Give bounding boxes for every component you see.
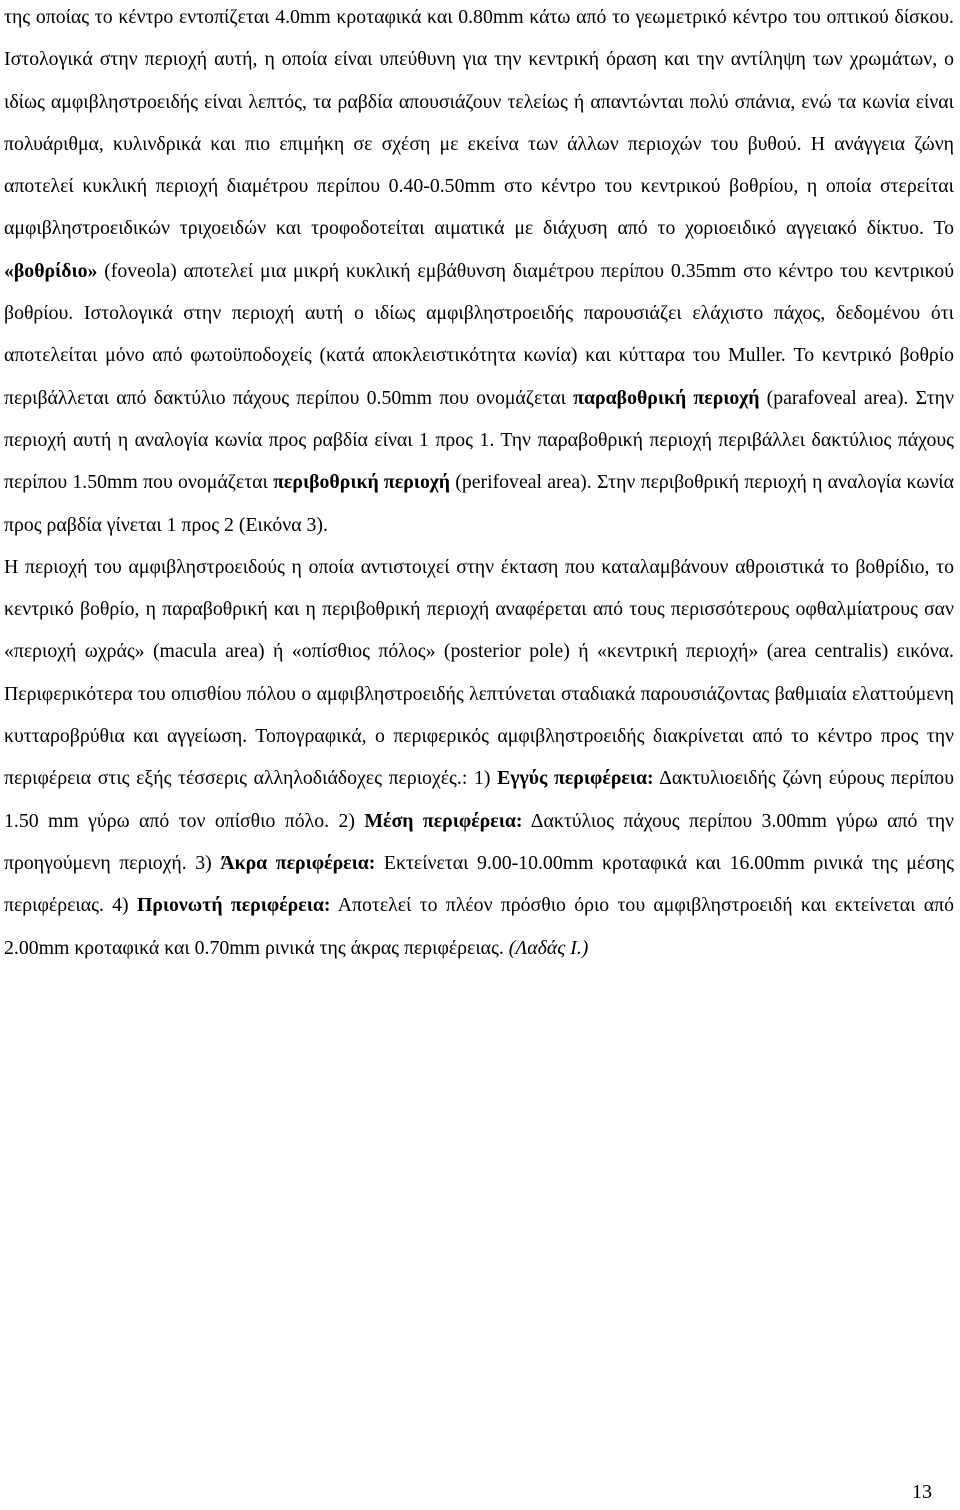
- paragraph-1: [0, 0, 960, 546]
- paragraph-2: [0, 546, 960, 969]
- text-run: (perifoveal area). Στην περιβοθρική περιοχή η αναλογία κωνία προς ραβδία γίνεται 1 προς 2 (Εικόνα 3).: [4, 471, 954, 536]
- text-run: Η περιοχή του αμφιβληστροειδούς η οποία αντιστοιχεί στην έκταση που καταλαμβάνουν αθροιστικά το βοθρίδιο, το κεντρικό βοθρίο, η παραβοθρική και η περιβοθρική περιοχή αναφέρεται από τους περισσότερους οφθαλμίατρους σαν «περιοχή ωχράς» (macula area) ή «οπίσθιος πόλος» (posterior pole) ή «κεντρική περιοχή» (area centralis) εικόνα. Περιφερικότερα του οπισθίου πόλου ο αμφιβληστροειδής λεπτύνεται σταδιακά παρουσιάζοντας βαθμιαία ελαττούμενη κυτταροβρύθια και αγγείωση. Τοπογραφικά, ο περιφερικός αμφιβληστροειδής διακρίνεται από το κέντρο προς την περιφέρεια στις εξής τέσσερις αλληλοδιάδοχες περιοχές.: 1): [4, 555, 954, 790]
- text-run: (parafoveal area). Στην περιοχή αυτή η αναλογία κωνία προς ραβδία είναι 1 προς 1. Την παραβοθρική περιοχή περιβάλλει δακτύλιος πάχους περίπου 1.50mm που ονομάζεται: [4, 386, 954, 494]
- citation: (Λαδάς Ι.): [508, 936, 589, 959]
- bold-term-mid-periphery: Μέση περιφέρεια:: [364, 809, 523, 832]
- bold-term-parafoveal: παραβοθρική περιοχή: [573, 386, 760, 409]
- page-number: 13: [912, 1481, 932, 1503]
- text-run: της οποίας το κέντρο εντοπίζεται 4.0mm κροταφικά και 0.80mm κάτω από το γεωμετρικό κέντρο του οπτικού δίσκου. Ιστολογικά στην περιοχή αυτή, η οποία είναι υπεύθυνη για την κεντρική όραση και την αντίληψη των χρωμάτων, ο ιδίως αμφιβληστροειδής είναι λεπτός, τα ραβδία απουσιάζουν τελείως ή απαντώνται πολύ σπάνια, ενώ τα κωνία είναι πολυάριθμα, κυλινδρικά και πιο επιμήκη σε σχέση με εκείνα των άλλων περιοχών του βυθού. Η ανάγγεια ζώνη αποτελεί κυκλική περιοχή διαμέτρου περίπου 0.40-0.50mm στο κέντρο του κεντρικού βοθρίου, η οποία στερείται αμφιβληστροειδικών τριχοειδών και τροφοδοτείται αιματικά με διάχυση από το χοριοειδικό αγγειακό δίκτυο. Το: [4, 6, 954, 240]
- bold-term-perifoveal: περιβοθρική περιοχή: [273, 471, 450, 494]
- text-run: Εκτείνεται 9.00-10.00mm κροταφικά και 16.00mm ρινικά της μέσης περιφέρειας. 4): [4, 851, 954, 917]
- bold-term-far-periphery: Άκρα περιφέρεια:: [220, 851, 376, 874]
- bold-term-ora-serrata: Πριονωτή περιφέρεια:: [136, 894, 331, 917]
- text-run: Δακτύλιος πάχους περίπου 3.00mm γύρω από την προηγούμενη περιοχή. 3): [4, 809, 954, 874]
- text-run: Δακτυλιοειδής ζώνη εύρους περίπου 1.50 mm γύρω από τον οπίσθιο πόλο. 2): [4, 767, 954, 832]
- text-run: Αποτελεί το πλέον πρόσθιο όριο του αμφιβληστροειδή και εκτείνεται από 2.00mm κροταφικά και 0.70mm ρινικά της άκρας περιφέρειας.: [4, 894, 954, 959]
- bold-term-near-periphery: Εγγύς περιφέρεια:: [497, 767, 654, 790]
- bold-term-foveola: «βοθρίδιο»: [4, 259, 98, 282]
- text-run: (foveola) αποτελεί μια μικρή κυκλική εμβάθυνση διαμέτρου περίπου 0.35mm στο κέντρο του κεντρικού βοθρίου. Ιστολογικά στην περιοχή αυτή ο ιδίως αμφιβληστροειδής παρουσιάζει ελάχιστο πάχος, δεδομένου ότι αποτελείται μόνο από φωτοϋποδοχείς (κατά αποκλειστικότητα κωνία) και κύτταρα του Muller. Το κεντρικό βοθρίο περιβάλλεται από δακτύλιο πάχους περίπου 0.50mm που ονομάζεται: [4, 259, 954, 409]
